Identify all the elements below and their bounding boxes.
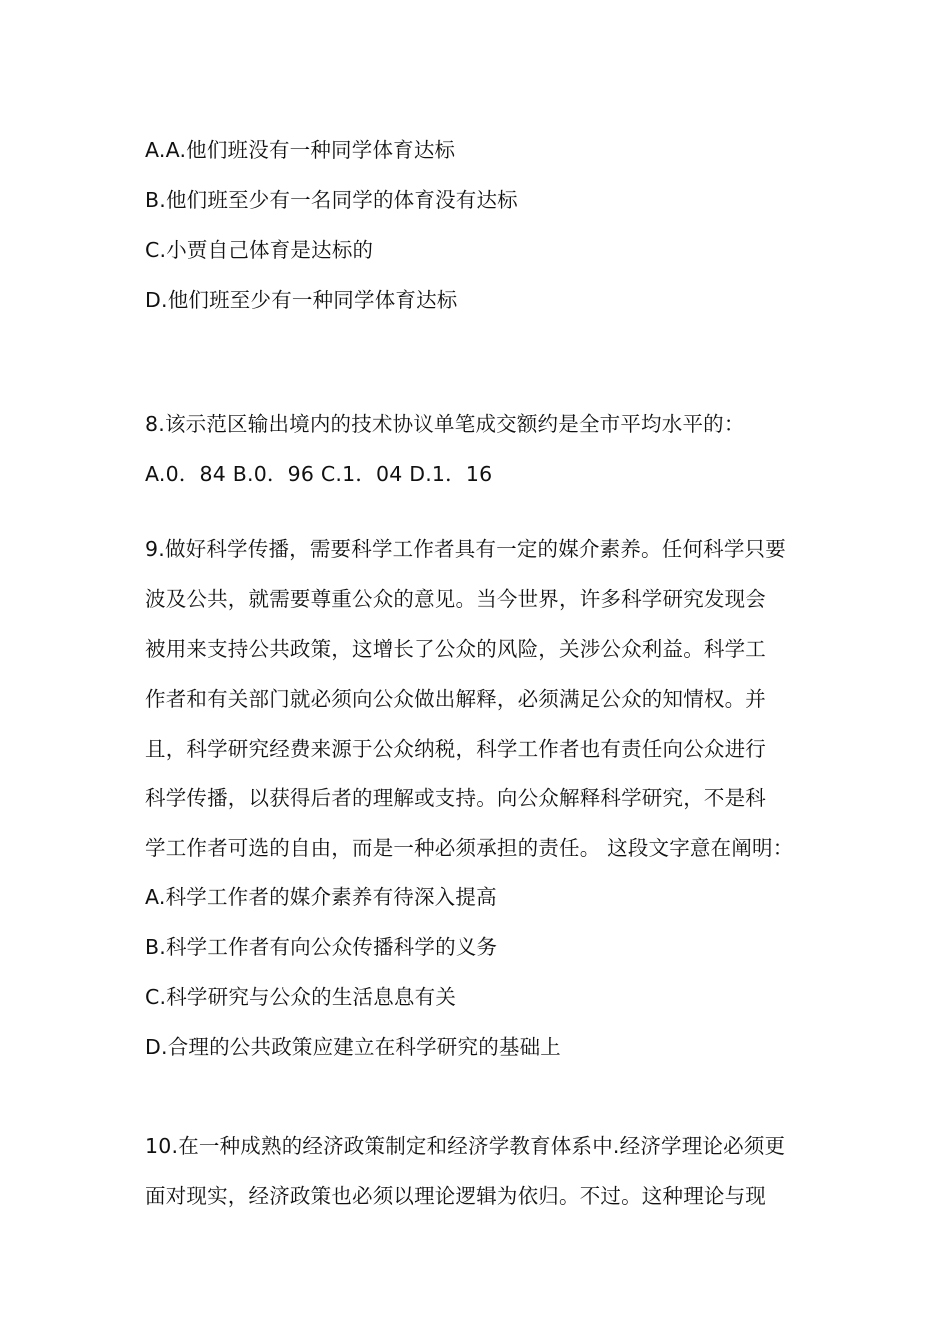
q9-stem-line-3: 被用来支持公共政策，这增长了公众的风险，关涉公众利益。科学工 xyxy=(145,637,766,661)
q7-option-b: B.他们班至少有一名同学的体育没有达标 xyxy=(145,188,518,212)
q10-stem-line-2: 面对现实，经济政策也必须以理论逻辑为依归。不过。这种理论与现 xyxy=(145,1184,766,1208)
q9-stem-line-4: 作者和有关部门就必须向公众做出解释，必须满足公众的知情权。并 xyxy=(145,687,766,711)
q8-options: A.0．84 B.0．96 C.1．04 D.1．16 xyxy=(145,462,493,486)
q9-stem-line-5: 且，科学研究经费来源于公众纳税，科学工作者也有责任向公众进行 xyxy=(145,737,766,761)
q7-option-c: C.小贾自己体育是达标的 xyxy=(145,238,374,262)
q7-option-d: D.他们班至少有一种同学体育达标 xyxy=(145,288,458,312)
q9-option-b: B.科学工作者有向公众传播科学的义务 xyxy=(145,935,498,959)
q9-stem-line-7: 学工作者可选的自由，而是一种必须承担的责任。 这段文字意在阐明： xyxy=(145,836,794,860)
q9-option-c: C.科学研究与公众的生活息息有关 xyxy=(145,985,457,1009)
q10-stem-line-1: 10.在一种成熟的经济政策制定和经济学教育体系中.经济学理论必须更 xyxy=(145,1134,786,1158)
q9-stem-line-2: 波及公共，就需要尊重公众的意见。当今世界，许多科学研究发现会 xyxy=(145,587,766,611)
q9-stem-line-1: 9.做好科学传播，需要科学工作者具有一定的媒介素养。任何科学只要 xyxy=(145,537,786,561)
q7-option-a: A.A.他们班没有一种同学体育达标 xyxy=(145,138,456,162)
q9-stem-line-6: 科学传播，以获得后者的理解或支持。向公众解释科学研究，不是科 xyxy=(145,786,766,810)
q9-option-d: D.合理的公共政策应建立在科学研究的基础上 xyxy=(145,1035,562,1059)
q8-stem: 8.该示范区输出境内的技术协议单笔成交额约是全市平均水平的： xyxy=(145,412,745,436)
q9-option-a: A.科学工作者的媒介素养有待深入提高 xyxy=(145,885,497,909)
